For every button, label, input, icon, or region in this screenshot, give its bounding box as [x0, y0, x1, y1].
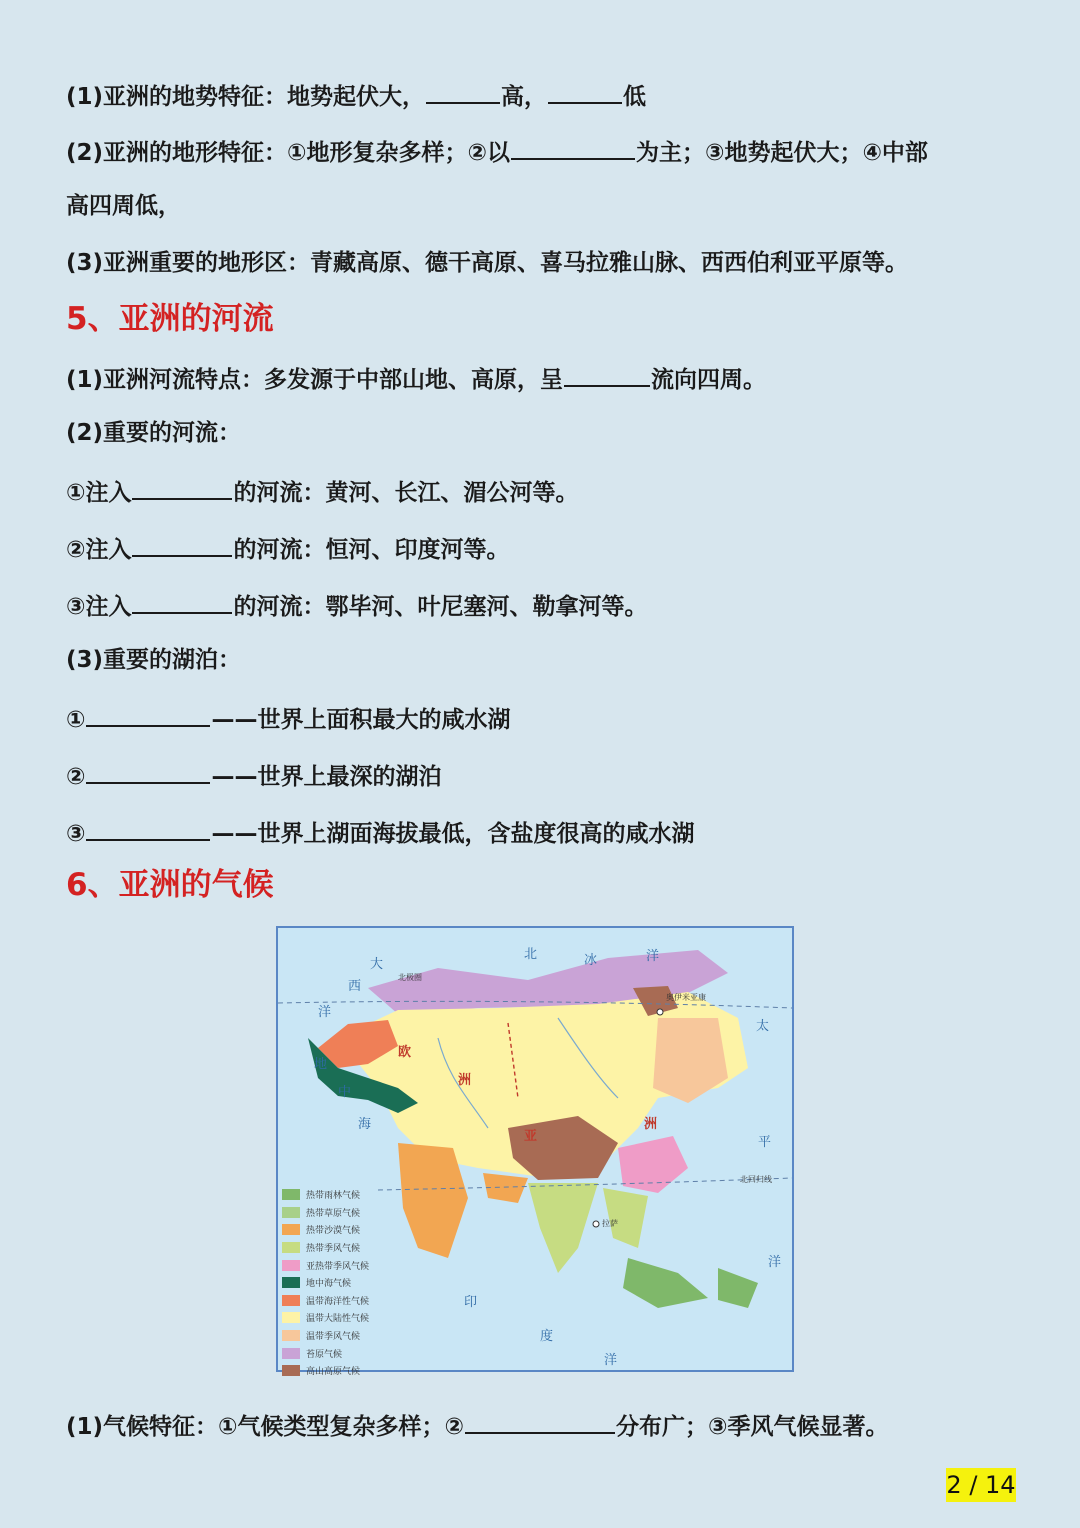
legend-label: 热带沙漠气候	[306, 1226, 361, 1237]
legend-swatch	[282, 1330, 300, 1341]
legend-label: 热带雨林气候	[306, 1191, 361, 1202]
page-number: 2 / 14	[946, 1468, 1016, 1502]
important-lakes-title: (3)重要的湖泊：	[66, 647, 242, 673]
answer-blank[interactable]	[86, 815, 210, 841]
answer-blank[interactable]	[132, 474, 232, 500]
map-label: 北	[524, 947, 538, 962]
legend-label: 苔原气候	[306, 1349, 343, 1360]
climate-feature-line: (1)气候特征：①气候类型复杂多样；② 分布广；③季风气候显著。	[66, 1408, 888, 1442]
legend-swatch	[282, 1260, 300, 1271]
answer-blank[interactable]	[426, 78, 500, 104]
legend-swatch	[282, 1277, 300, 1288]
map-label: 洋	[768, 1255, 782, 1270]
asia-climate-map	[276, 926, 794, 1378]
section-heading-climate: 6、亚洲的气候	[66, 867, 274, 903]
answer-blank[interactable]	[132, 588, 232, 614]
map-label: 中	[338, 1085, 352, 1100]
map-label: 度	[540, 1329, 554, 1344]
section-heading-rivers: 5、亚洲的河流	[66, 301, 274, 337]
legend-item	[282, 1186, 382, 1204]
answer-blank[interactable]	[511, 134, 635, 160]
legend-label: 热带季风气候	[306, 1244, 361, 1255]
legend-swatch	[282, 1207, 300, 1218]
map-label: 西	[348, 979, 362, 994]
river-ocean-2: ②注入 的河流：恒河、印度河等。	[66, 531, 509, 565]
river-ocean-1: ①注入 的河流：黄河、长江、湄公河等。	[66, 474, 578, 508]
map-label: 洋	[318, 1005, 332, 1020]
legend-item	[282, 1292, 382, 1310]
river-ocean-3: ③注入 的河流：鄂毕河、叶尼塞河、勒拿河等。	[66, 588, 647, 622]
legend-swatch	[282, 1242, 300, 1253]
map-label: 洋	[646, 949, 660, 964]
answer-blank[interactable]	[132, 531, 232, 557]
answer-blank[interactable]	[564, 361, 650, 387]
map-label: 洲	[458, 1073, 472, 1088]
legend-swatch	[282, 1295, 300, 1306]
legend-item	[282, 1239, 382, 1257]
map-label: 太	[756, 1019, 770, 1034]
landform-regions-line: (3)亚洲重要的地形区：青藏高原、德干高原、喜马拉雅山脉、西西伯利亚平原等。	[66, 250, 909, 276]
legend-swatch	[282, 1312, 300, 1323]
legend-item	[282, 1309, 382, 1327]
map-label: 冰	[584, 953, 598, 968]
lake-2: ② ——世界上最深的湖泊	[66, 758, 441, 792]
map-label: 洋	[604, 1353, 618, 1368]
legend-label: 亚热带季风气候	[306, 1261, 370, 1272]
legend-swatch	[282, 1365, 300, 1376]
legend-label: 高山高原气候	[306, 1367, 361, 1378]
legend-swatch	[282, 1189, 300, 1200]
lake-3: ③ ——世界上湖面海拔最低，含盐度很高的咸水湖	[66, 815, 694, 849]
river-feature-line: (1)亚洲河流特点：多发源于中部山地、高原，呈 流向四周。	[66, 361, 766, 395]
legend-item	[282, 1256, 382, 1274]
legend-item	[282, 1274, 382, 1292]
map-label: 印	[464, 1295, 478, 1310]
map-label: 欧	[398, 1045, 412, 1060]
map-label: 北回归线	[740, 1175, 772, 1184]
legend-item	[282, 1221, 382, 1239]
answer-blank[interactable]	[86, 701, 210, 727]
landform-feature-cont: 高四周低，	[66, 193, 181, 219]
answer-blank[interactable]	[465, 1408, 615, 1434]
map-label: 海	[358, 1117, 372, 1132]
legend-swatch	[282, 1224, 300, 1235]
map-label: 北极圈	[398, 973, 422, 982]
legend-item	[282, 1204, 382, 1222]
legend-swatch	[282, 1348, 300, 1359]
map-legend	[282, 1186, 382, 1380]
legend-item	[282, 1344, 382, 1362]
terrain-elevation-line: (1)亚洲的地势特征：地势起伏大， 高， 低	[66, 78, 646, 112]
legend-label: 地中海气候	[306, 1279, 352, 1290]
answer-blank[interactable]	[86, 758, 210, 784]
legend-item	[282, 1327, 382, 1345]
important-rivers-title: (2)重要的河流：	[66, 420, 242, 446]
oymyakon-marker	[657, 1009, 663, 1015]
answer-blank[interactable]	[548, 78, 622, 104]
map-label: 拉萨	[602, 1219, 618, 1228]
landform-feature-line: (2)亚洲的地形特征：①地形复杂多样；②以 为主；③地势起伏大；④中部	[66, 134, 928, 168]
map-label: 平	[758, 1135, 772, 1150]
map-label: 大	[370, 957, 384, 972]
map-label: 地	[314, 1057, 328, 1072]
legend-label: 热带草原气候	[306, 1208, 361, 1219]
lake-1: ① ——世界上面积最大的咸水湖	[66, 701, 510, 735]
legend-label: 温带海洋性气候	[306, 1296, 370, 1307]
map-label: 洲	[644, 1117, 658, 1132]
legend-label: 温带大陆性气候	[306, 1314, 370, 1325]
lhasa-marker	[593, 1221, 599, 1227]
legend-item	[282, 1362, 382, 1380]
map-label: 亚	[524, 1129, 538, 1144]
legend-label: 温带季风气候	[306, 1332, 361, 1343]
map-label: 奥伊米亚康	[666, 993, 706, 1002]
